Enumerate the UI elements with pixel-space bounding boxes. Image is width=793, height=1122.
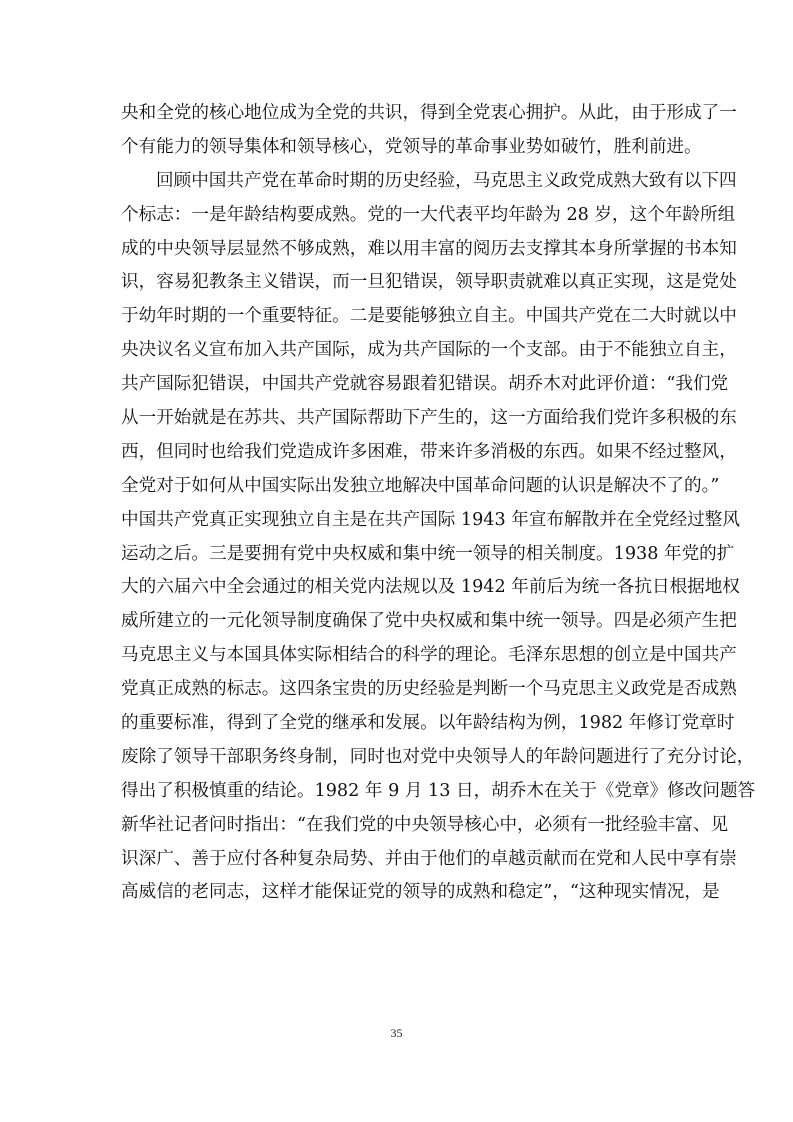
text-line: 废除了领导干部职务终身制，同时也对党中央领导人的年龄问题进行了充分讨论，	[121, 746, 755, 767]
text-line: 识深广、善于应付各种复杂局势、并由于他们的卓越贡献而在党和人民中享有崇	[121, 848, 737, 869]
text-line: 从一开始就是在苏共、共产国际帮助下产生的，这一方面给我们党许多积极的东	[121, 408, 737, 429]
text-line: 全党对于如何从中国实际出发独立地解决中国革命问题的认识是解决不了的。”	[121, 475, 720, 496]
paragraph-2	[121, 165, 756, 911]
text-line: 新华社记者问时指出：“在我们党的中央领导核心中，必须有一批经验丰富、见	[121, 814, 729, 835]
text-line: 威所建立的一元化领导制度确保了党中央权威和集中统一领导。四是必须产生把	[121, 611, 737, 632]
text-line: 成的中央领导层显然不够成熟，难以用丰富的阅历去支撑其本身所掌握的书本知	[121, 238, 737, 259]
page-number: 35	[390, 1026, 403, 1040]
body-text	[121, 97, 756, 910]
text-line: 党真正成熟的标志。这四条宝贵的历史经验是判断一个马克思主义政党是否成熟	[121, 679, 737, 700]
text-line: 识，容易犯教条主义错误，而一旦犯错误，领导职责就难以真正实现，这是党处	[121, 272, 737, 293]
text-line: 大的六届六中全会通过的相关党内法规以及 1942 年前后为统一各抗日根据地权	[121, 577, 740, 598]
text-line: 央决议名义宣布加入共产国际，成为共产国际的一个支部。由于不能独立自主，	[121, 340, 737, 361]
text-line: 共产国际犯错误，中国共产党就容易跟着犯错误。胡乔木对此评价道：“我们党	[121, 374, 729, 395]
text-line: 西，但同时也给我们党造成许多困难，带来许多消极的东西。如果不经过整风，	[121, 441, 737, 462]
text-line: 得出了积极慎重的结论。1982 年 9 月 13 日，胡乔木在关于《党章》修改问题答	[121, 780, 756, 801]
text-line: 运动之后。三是要拥有党中央权威和集中统一领导的相关制度。1938 年党的扩	[121, 543, 735, 564]
text-line: 个有能力的领导集体和领导核心，党领导的革命事业势如破竹，胜利前进。	[121, 136, 702, 157]
text-line: 个标志：一是年龄结构要成熟。党的一大代表平均年龄为 28 岁，这个年龄所组	[121, 204, 736, 225]
paragraph-1	[121, 97, 737, 165]
text-line: 马克思主义与本国具体实际相结合的科学的理论。毛泽东思想的创立是中国共产	[121, 645, 737, 666]
text-line: 高威信的老同志，这样才能保证党的领导的成熟和稳定”，“这种现实情况，是	[121, 882, 720, 903]
text-line: 回顾中国共产党在革命时期的历史经验，马克思主义政党成熟大致有以下四	[156, 170, 737, 191]
text-line: 中国共产党真正实现独立自主是在共产国际 1943 年宣布解散并在全党经过整风	[121, 509, 740, 530]
text-line: 于幼年时期的一个重要特征。二是要能够独立自主。中国共产党在二大时就以中	[121, 306, 737, 327]
text-line: 央和全党的核心地位成为全党的共识，得到全党衷心拥护。从此，由于形成了一	[121, 103, 737, 123]
text-line: 的重要标准，得到了全党的继承和发展。以年龄结构为例，1982 年修订党章时	[121, 713, 735, 734]
